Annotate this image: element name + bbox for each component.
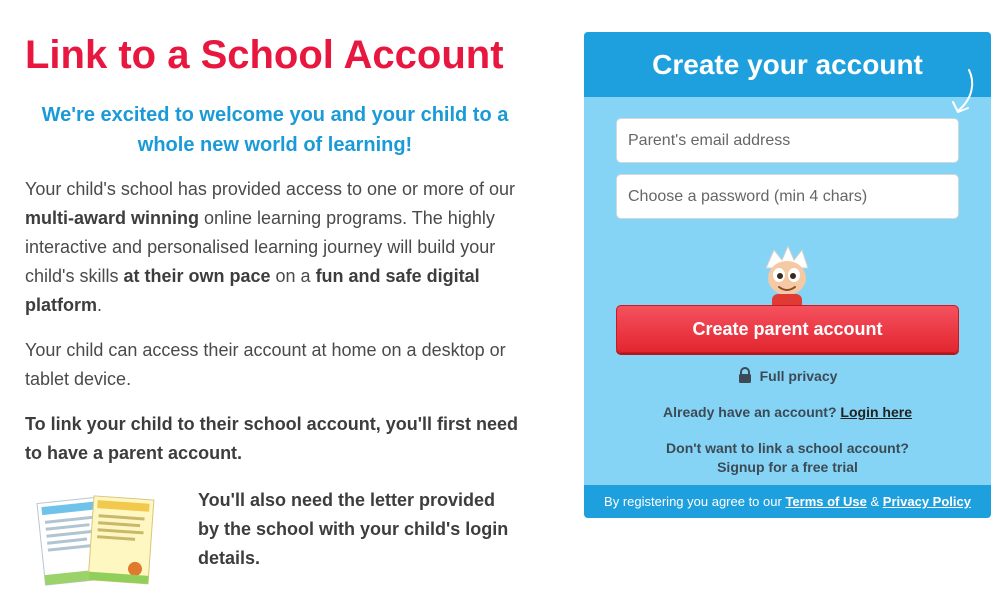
password-input[interactable]: [616, 174, 959, 219]
letter-row: [25, 486, 525, 606]
footer-text: By registering you agree to our: [604, 494, 782, 509]
letter-note: You'll also need the letter provided by the school with your child's login details.: [198, 490, 509, 568]
signup-card: [584, 32, 991, 518]
link-instructions: To link your child to their school account, you'll first need to have a parent account.: [25, 414, 518, 463]
lock-icon: [738, 367, 752, 383]
footer-amp: &: [870, 494, 880, 509]
intro-bold-1: multi-award winning: [25, 208, 199, 228]
page-title: Link to a School Account: [25, 33, 504, 77]
intro-text-4: .: [97, 295, 103, 315]
intro-bold-2: at their own pace: [123, 266, 271, 286]
login-link[interactable]: Login here: [840, 404, 912, 420]
page-subtitle: We're excited to welcome you and your child to a whole new world of learning!: [41, 104, 509, 156]
intro-bold-3: fun and safe digital platform: [25, 266, 480, 315]
privacy-label: Full privacy: [759, 368, 838, 384]
intro-text-3: on a: [270, 266, 316, 286]
card-footer: [584, 485, 991, 518]
letter-thumbnail: [33, 490, 163, 586]
email-input[interactable]: [616, 118, 959, 163]
signup-trial-link[interactable]: Signup for a free trial: [717, 459, 858, 475]
intro-section: [25, 30, 525, 568]
intro-paragraph: [25, 175, 525, 320]
access-paragraph: Your child can access their account at home on a desktop or tablet device.: [25, 340, 506, 389]
intro-text-1: Your child's school has provided access to one or more of our: [25, 179, 516, 199]
create-parent-account-button[interactable]: Create parent account: [616, 305, 959, 353]
intro-text-2: online learning programs. The highly interactive and personalised learning journey will build your child's skills: [25, 208, 496, 286]
mascot-icon: [754, 242, 818, 312]
already-text: Already have an account?: [663, 404, 837, 420]
privacy-policy-link[interactable]: Privacy Policy: [882, 494, 971, 509]
down-arrow-icon: [949, 68, 979, 118]
card-header: Create your account: [584, 32, 991, 97]
privacy-note: [584, 367, 991, 384]
login-line: [584, 404, 991, 420]
no-link-text: Don't want to link a school account?: [666, 440, 909, 456]
terms-link[interactable]: Terms of Use: [785, 494, 867, 509]
